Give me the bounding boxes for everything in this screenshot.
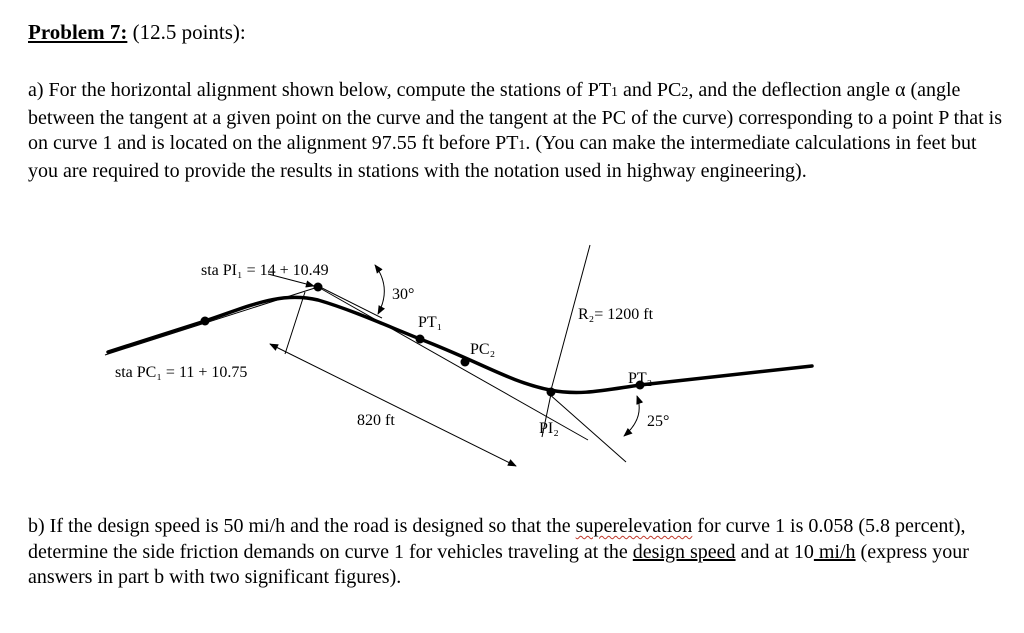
label-angle-25: 25° [647, 413, 670, 430]
part-a-sub-1: 1 [611, 85, 619, 100]
part-a-seg-1: a) For the horizontal alignment shown below, compute the stations of PT [28, 79, 612, 101]
point-pi2 [547, 388, 556, 397]
radius-line-1 [285, 292, 305, 354]
label-pc2: PC₂ [470, 341, 496, 358]
part-b-superelevation: superelevation [575, 515, 693, 537]
part-b-mih: mi/h [813, 540, 856, 563]
label-pt2: PT₂ [628, 370, 653, 387]
point-pi1 [314, 283, 323, 292]
label-r2: R₂= 1200 ft [578, 306, 654, 323]
tangent-extension-2 [548, 393, 626, 462]
label-sta-pi1: sta PI₁ = 14 + 10.49 [201, 262, 329, 279]
problem-label: Problem 7: [28, 20, 128, 44]
label-pt1: PT₁ [418, 314, 443, 331]
part-a-seg-4: . (You can make the intermediate calculations in feet but you are required to provide the results in stations with the notation used in highway engineering). [28, 132, 977, 182]
part-b-design-speed: design speed [632, 540, 736, 563]
point-pc1 [201, 317, 210, 326]
label-angle-30: 30° [392, 286, 415, 303]
part-b-seg-2: for curve 1 is 0.058 (5.8 percent), determine the side friction demands on curve 1 for vehicles traveling at the [28, 515, 966, 563]
point-pt1 [416, 335, 425, 344]
part-a-seg-3: , and the deflection angle α (angle between the tangent at a given point on the curve and the tangent at the PC of the curve) corresponding to a point P that is on curve 1 and is located on the alignment 97.55 ft before PT [28, 79, 1002, 154]
part-b-text [28, 514, 1003, 591]
angle-arc-25 [624, 396, 639, 436]
label-pi2: PI₂ [539, 420, 559, 437]
part-a-seg-2: and PC [618, 79, 682, 101]
part-b-seg-1: b) If the design speed is 50 mi/h and the road is designed so that the [28, 515, 576, 537]
angle-arc-30 [375, 265, 384, 314]
part-a-sub-2: 2 [681, 85, 689, 100]
part-a-sub-3: 1 [518, 138, 526, 153]
point-pc2 [461, 358, 470, 367]
label-distance: 820 ft [357, 412, 395, 429]
label-sta-pc1: sta PC₁ = 11 + 10.75 [115, 364, 248, 381]
problem-points: (12.5 points): [132, 20, 246, 44]
part-b-seg-4: (express your answers in part b with two significant figures). [28, 540, 969, 588]
part-b-seg-3: and at 10 [735, 540, 814, 563]
